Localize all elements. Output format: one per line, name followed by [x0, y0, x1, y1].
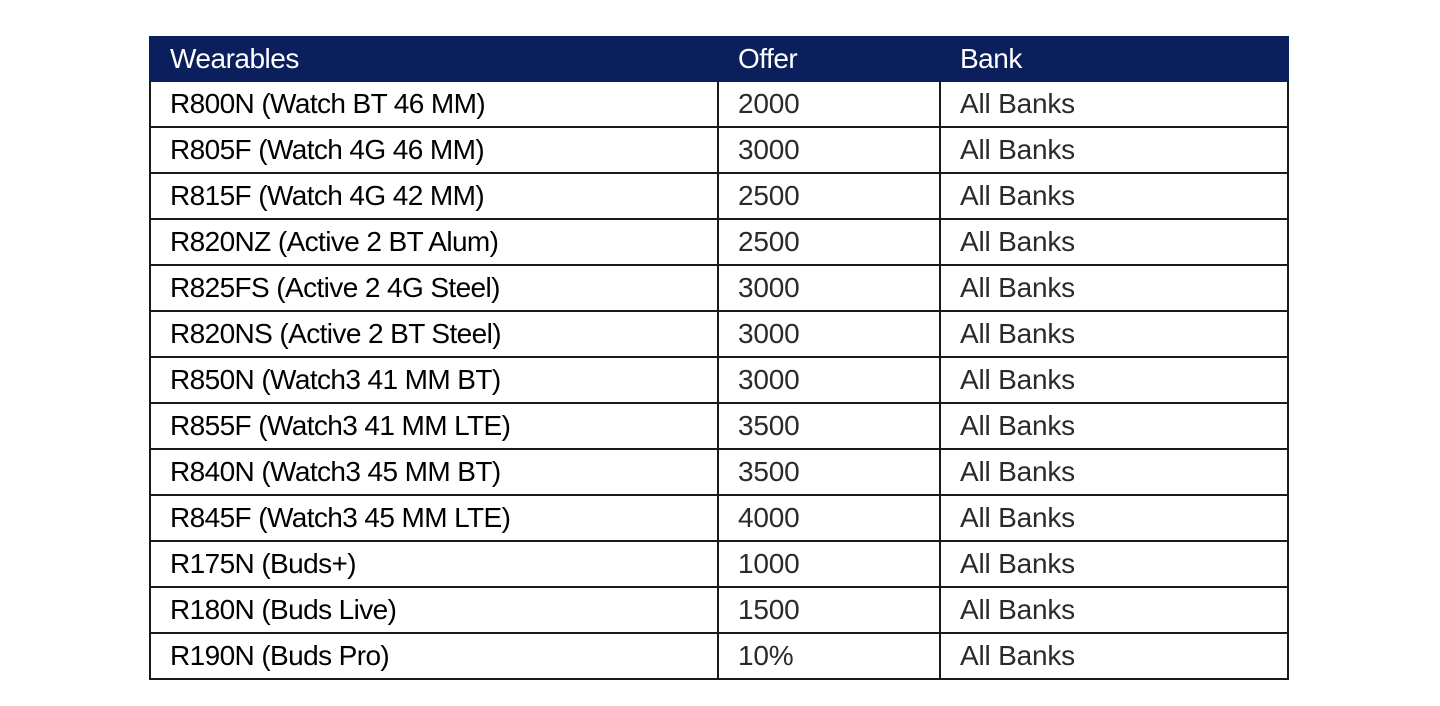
offer-cell: 4000 [718, 495, 940, 541]
model-cell: R855F (Watch3 41 MM LTE) [150, 403, 718, 449]
offer-cell: 10% [718, 633, 940, 679]
offer-cell: 3000 [718, 357, 940, 403]
table-row [150, 403, 1288, 449]
model-cell: R815F (Watch 4G 42 MM) [150, 173, 718, 219]
offer-cell: 2000 [718, 81, 940, 127]
table-row [150, 81, 1288, 127]
offer-cell: 2500 [718, 173, 940, 219]
bank-cell: All Banks [940, 541, 1288, 587]
column-header-bank: Bank [940, 37, 1288, 81]
wearables-offer-table [149, 36, 1289, 680]
model-cell: R800N (Watch BT 46 MM) [150, 81, 718, 127]
offer-cell: 1500 [718, 587, 940, 633]
model-cell: R180N (Buds Live) [150, 587, 718, 633]
table-row [150, 173, 1288, 219]
model-cell: R175N (Buds+) [150, 541, 718, 587]
bank-cell: All Banks [940, 633, 1288, 679]
table-row [150, 587, 1288, 633]
bank-cell: All Banks [940, 587, 1288, 633]
bank-cell: All Banks [940, 265, 1288, 311]
bank-cell: All Banks [940, 357, 1288, 403]
model-cell: R845F (Watch3 45 MM LTE) [150, 495, 718, 541]
header-row [150, 37, 1288, 81]
table-row [150, 495, 1288, 541]
bank-cell: All Banks [940, 81, 1288, 127]
column-header-wearables: Wearables [150, 37, 718, 81]
bank-cell: All Banks [940, 403, 1288, 449]
bank-cell: All Banks [940, 311, 1288, 357]
model-cell: R825FS (Active 2 4G Steel) [150, 265, 718, 311]
table-row [150, 311, 1288, 357]
table-row [150, 265, 1288, 311]
column-header-offer: Offer [718, 37, 940, 81]
offer-cell: 3000 [718, 265, 940, 311]
table-body [150, 81, 1288, 679]
table-row [150, 219, 1288, 265]
bank-cell: All Banks [940, 449, 1288, 495]
bank-cell: All Banks [940, 173, 1288, 219]
table-row [150, 541, 1288, 587]
offer-cell: 3500 [718, 449, 940, 495]
offer-cell: 3000 [718, 311, 940, 357]
table-row [150, 449, 1288, 495]
table-row [150, 127, 1288, 173]
model-cell: R820NS (Active 2 BT Steel) [150, 311, 718, 357]
model-cell: R190N (Buds Pro) [150, 633, 718, 679]
offer-cell: 3000 [718, 127, 940, 173]
model-cell: R820NZ (Active 2 BT Alum) [150, 219, 718, 265]
bank-cell: All Banks [940, 495, 1288, 541]
table-row [150, 633, 1288, 679]
bank-cell: All Banks [940, 127, 1288, 173]
offer-cell: 3500 [718, 403, 940, 449]
model-cell: R850N (Watch3 41 MM BT) [150, 357, 718, 403]
bank-cell: All Banks [940, 219, 1288, 265]
offer-cell: 1000 [718, 541, 940, 587]
table-row [150, 357, 1288, 403]
offer-cell: 2500 [718, 219, 940, 265]
model-cell: R840N (Watch3 45 MM BT) [150, 449, 718, 495]
table-header [150, 37, 1288, 81]
model-cell: R805F (Watch 4G 46 MM) [150, 127, 718, 173]
